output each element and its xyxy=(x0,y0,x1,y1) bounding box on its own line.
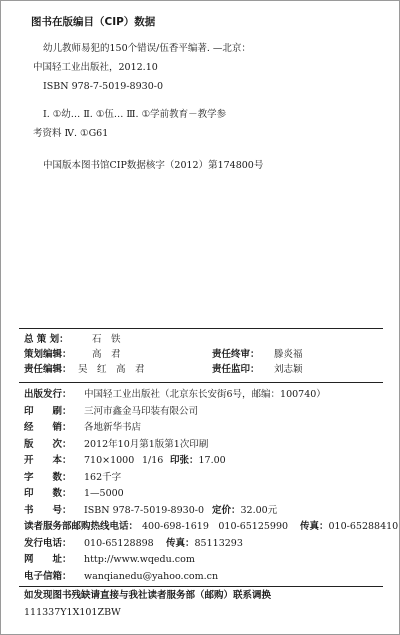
pub-value: 162千字 xyxy=(84,472,122,483)
pub-value: 32.00元 xyxy=(240,505,278,516)
credit-label: 总 策 划： xyxy=(24,334,69,345)
defect-notice: 如发现图书残缺请直接与我社读者服务部（邮购）联系调换 xyxy=(24,590,272,601)
credit-value: 刘志颖 xyxy=(274,364,303,375)
cip-publisher-line: 中国轻工业出版社，2012.10 xyxy=(33,62,158,73)
pub-value: 400-698-1619 010-65125990 xyxy=(142,521,289,532)
credit-value: 石 铁 xyxy=(92,334,121,345)
pub-label: 印 数： xyxy=(24,488,72,499)
pub-sales-phone xyxy=(24,539,243,549)
pub-label: 发行电话： xyxy=(24,538,72,549)
top-divider xyxy=(19,328,383,329)
pub-value: 85113293 xyxy=(194,538,243,549)
pub-value: 2012年10月第1版第1次印刷 xyxy=(84,439,209,450)
credit-label: 策划编辑： xyxy=(24,349,72,360)
pub-printer xyxy=(24,407,198,417)
pub-label: 出版发行： xyxy=(24,389,72,400)
pub-value: 三河市鑫金马印装有限公司 xyxy=(84,406,199,417)
pub-value: 710×1000 xyxy=(84,455,135,466)
pub-print-run xyxy=(24,489,124,499)
pub-website xyxy=(24,555,195,565)
pub-label: 经 销： xyxy=(24,422,72,433)
pub-email xyxy=(24,572,218,582)
credit-label: 责任编辑： xyxy=(24,364,72,375)
pub-label: 电子信箱： xyxy=(24,571,72,582)
pub-label: 字 数： xyxy=(24,472,72,483)
pub-value: http://www.wqedu.com xyxy=(84,554,195,565)
pub-value: wanqianedu@yahoo.com.cn xyxy=(84,571,219,582)
credit-value: 高 君 xyxy=(92,349,121,360)
pub-label: 书 号： xyxy=(24,505,72,516)
cip-subjects: Ⅰ. ①幼… Ⅱ. ①伍… Ⅲ. ①学前教育－教学参 xyxy=(43,109,227,120)
middle-divider xyxy=(19,382,383,383)
cip-isbn: ISBN 978-7-5019-8930-0 xyxy=(43,81,163,92)
credit-value: 滕炎福 xyxy=(274,349,303,360)
pub-label: 读者服务部邮购热线电话： xyxy=(24,521,139,532)
pub-value: ISBN 978-7-5019-8930-0 xyxy=(84,505,204,516)
pub-value: 17.00 xyxy=(198,455,226,466)
pub-label: 开 本： xyxy=(24,455,72,466)
pub-reader-hotline xyxy=(24,522,398,532)
pub-label: 传真： xyxy=(166,538,195,549)
pub-label: 印 刷： xyxy=(24,406,72,417)
pub-edition xyxy=(24,440,208,450)
pub-label: 印张： xyxy=(170,455,199,466)
bottom-divider xyxy=(19,586,383,587)
pub-value: 1—5000 xyxy=(84,488,124,499)
pub-label: 传真： xyxy=(300,521,329,532)
pub-bookno xyxy=(24,506,277,516)
pub-value: 中国轻工业出版社（北京东长安街6号，邮编：100740） xyxy=(84,389,326,400)
pub-value: 010-65288410 xyxy=(328,521,399,532)
pub-label: 网 址： xyxy=(24,554,72,565)
pub-publisher xyxy=(24,390,326,400)
credit-label: 责任监印： xyxy=(212,364,260,375)
cip-subjects-cont: 考资料 Ⅳ. ①G61 xyxy=(33,128,109,139)
credit-editors xyxy=(24,365,303,375)
cip-data-number: 中国版本图书馆CIP数据核字（2012）第174800号 xyxy=(43,160,264,171)
pub-wordcount xyxy=(24,473,121,483)
cip-heading: 图书在版编目（CIP）数据 xyxy=(31,16,156,28)
cip-title-line: 幼儿教师易犯的150个错误/伍香平编著. —北京： xyxy=(43,43,251,54)
book-code: 111337Y1X101ZBW xyxy=(24,607,121,618)
pub-distributor xyxy=(24,423,141,433)
credit-planner xyxy=(24,335,121,345)
pub-fold: 1/16 xyxy=(142,455,164,466)
pub-value: 010-65128898 xyxy=(84,538,154,549)
pub-value: 各地新华书店 xyxy=(84,422,142,433)
pub-label: 版 次： xyxy=(24,439,72,450)
credit-value: 吴 红 高 君 xyxy=(78,364,145,375)
credit-planning-editor xyxy=(24,350,303,360)
pub-label: 定价： xyxy=(212,505,241,516)
credit-label: 责任终审： xyxy=(212,349,260,360)
pub-format xyxy=(24,456,226,466)
